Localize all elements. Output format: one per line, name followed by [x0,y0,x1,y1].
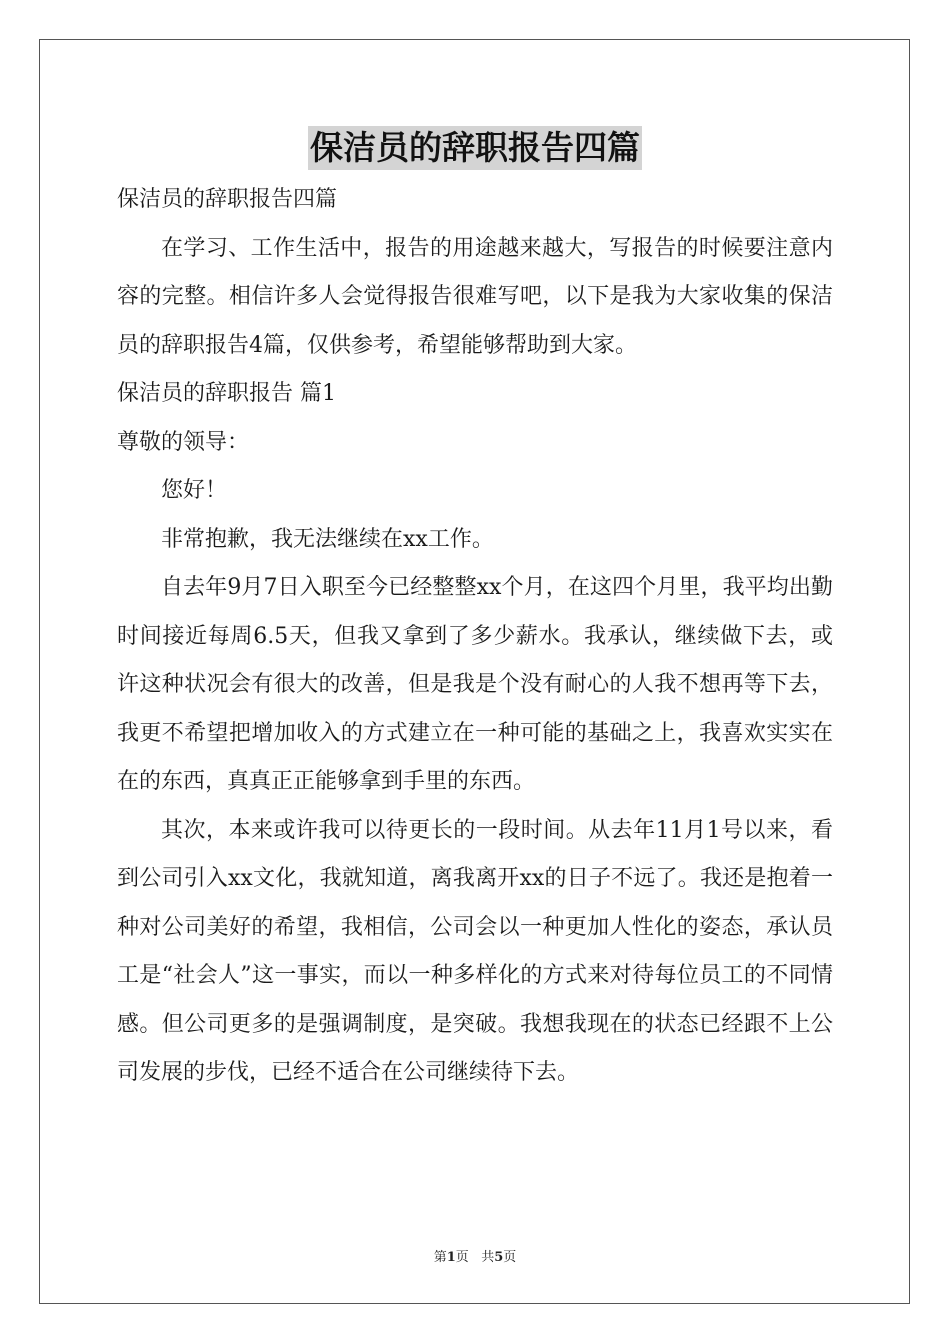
body-paragraph: 自去年9月7日入职至今已经整整xx个月，在这四个月里，我平均出勤时间接近每周6.5天，但我又拿到了多少薪水。我承认，继续做下去，或许这种状况会有很大的改善，但是我是个没有耐心的人我不想再等下去，我更不希望把增加收入的方式建立在一种可能的基础之上，我喜欢实实在在的东西，真真正正能够拿到手里的东西。 [117,575,833,794]
title-wrap [0,126,950,170]
document-title: 保洁员的辞职报告四篇 [308,126,642,170]
body-paragraph: 其次，本来或许我可以待更长的一段时间。从去年11月1号以来，看到公司引入xx文化，我就知道，离我离开xx的日子不远了。我还是抱着一种对公司美好的希望，我相信，公司会以一种更加人性化的姿态，承认员工是“社会人”这一事实，而以一种多样化的方式来对待每位员工的不同情感。但公司更多的是强调制度，是突破。我想我现在的状态已经跟不上公司发展的步伐，已经不适合在公司继续待下去。 [117,817,833,1085]
document-subtitle: 保洁员的辞职报告四篇 [117,187,338,212]
intro-paragraph: 在学习、工作生活中，报告的用途越来越大，写报告的时候要注意内容的完整。相信许多人会觉得报告很难写吧，以下是我为大家收集的保洁员的辞职报告4篇，仅供参考，希望能够帮助到大家。 [117,235,833,358]
salutation: 尊敬的领导： [117,429,250,455]
footer-prefix: 第 [433,1250,447,1265]
body-paragraph: 非常抱歉，我无法继续在xx工作。 [161,526,494,552]
footer-total-pages: 5 [494,1250,504,1265]
footer-page-suffix: 页 [455,1250,469,1265]
footer-page-number: 1 [446,1250,456,1265]
page-footer [0,1246,950,1265]
section-heading: 保洁员的辞职报告 篇1 [117,381,336,406]
greeting: 您好！ [161,478,228,503]
footer-total-prefix: 共 [481,1250,495,1265]
document-body [117,176,833,1098]
footer-total-suffix: 页 [503,1250,517,1265]
